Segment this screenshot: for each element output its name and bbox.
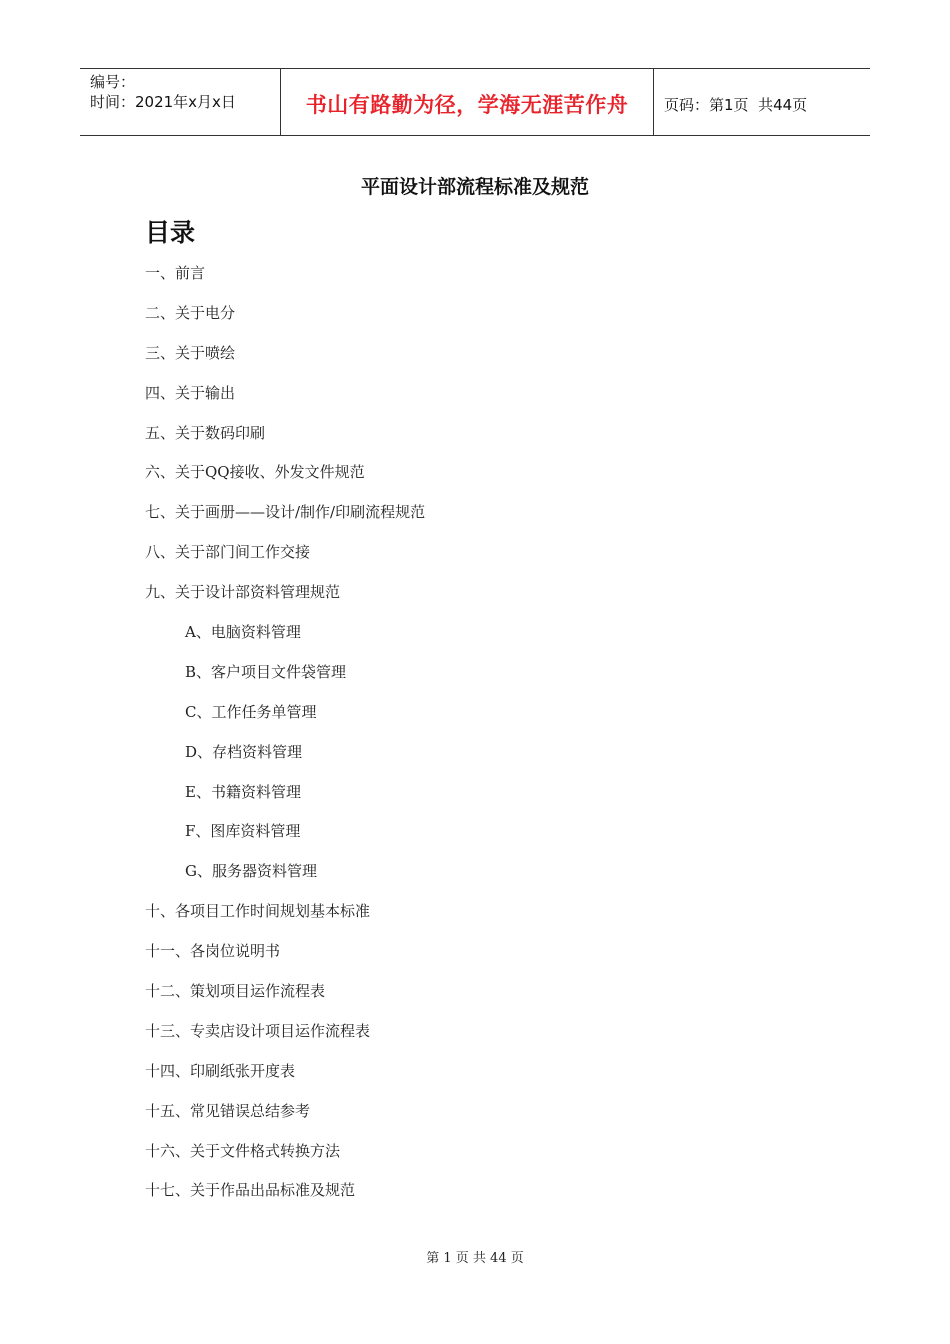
toc-item: 十一、各岗位说明书 bbox=[145, 942, 281, 961]
header-page-info: 页码：第1页 共44页 bbox=[664, 95, 808, 114]
toc-item: 九、关于设计部资料管理规范 bbox=[145, 583, 341, 602]
toc-item: 五、关于数码印刷 bbox=[145, 423, 266, 442]
document-title: 平面设计部流程标准及规范 bbox=[360, 176, 589, 198]
toc-subitem: D、存档资料管理 bbox=[185, 742, 303, 761]
toc-subitem: A、电脑资料管理 bbox=[185, 623, 301, 642]
toc-item: 十二、策划项目运作流程表 bbox=[145, 982, 326, 1001]
toc-item: 八、关于部门间工作交接 bbox=[145, 543, 311, 562]
page-header-table bbox=[80, 68, 870, 136]
toc-item: 十四、印刷纸张开度表 bbox=[145, 1061, 296, 1080]
header-motto: 书山有路勤为径，学海无涯苦作舟 bbox=[305, 93, 629, 117]
toc-item: 七、关于画册——设计/制作/印刷流程规范 bbox=[145, 503, 426, 522]
toc-item: 四、关于输出 bbox=[145, 383, 236, 402]
toc-subitem: B、客户项目文件袋管理 bbox=[185, 662, 347, 681]
toc-item: 一、前言 bbox=[145, 264, 206, 282]
toc-item: 三、关于喷绘 bbox=[145, 343, 236, 362]
toc-item: 十、各项目工作时间规划基本标准 bbox=[145, 902, 371, 921]
table-of-contents bbox=[145, 262, 425, 1219]
toc-item: 十三、专卖店设计项目运作流程表 bbox=[145, 1021, 371, 1040]
toc-subitem: G、服务器资料管理 bbox=[185, 862, 317, 881]
page-footer: 第 1 页 共 44 页 bbox=[426, 1251, 524, 1266]
header-date-label: 时间：2021年x月x日 bbox=[90, 93, 236, 111]
header-meta-cell bbox=[80, 69, 281, 135]
toc-subitem: F、图库资料管理 bbox=[185, 822, 301, 841]
toc-heading: 目录 bbox=[145, 218, 196, 247]
toc-item: 六、关于QQ接收、外发文件规范 bbox=[145, 463, 365, 482]
toc-item: 二、关于电分 bbox=[145, 303, 236, 322]
toc-subitem: E、书籍资料管理 bbox=[185, 782, 301, 801]
header-code-label: 编号： bbox=[90, 73, 136, 91]
toc-item: 十七、关于作品出品标准及规范 bbox=[145, 1181, 356, 1200]
header-motto-cell bbox=[281, 69, 654, 135]
toc-item: 十六、关于文件格式转换方法 bbox=[145, 1141, 341, 1160]
toc-subitem: C、工作任务单管理 bbox=[185, 702, 317, 721]
header-page-info-cell bbox=[654, 71, 870, 137]
toc-item: 十五、常见错误总结参考 bbox=[145, 1101, 311, 1120]
